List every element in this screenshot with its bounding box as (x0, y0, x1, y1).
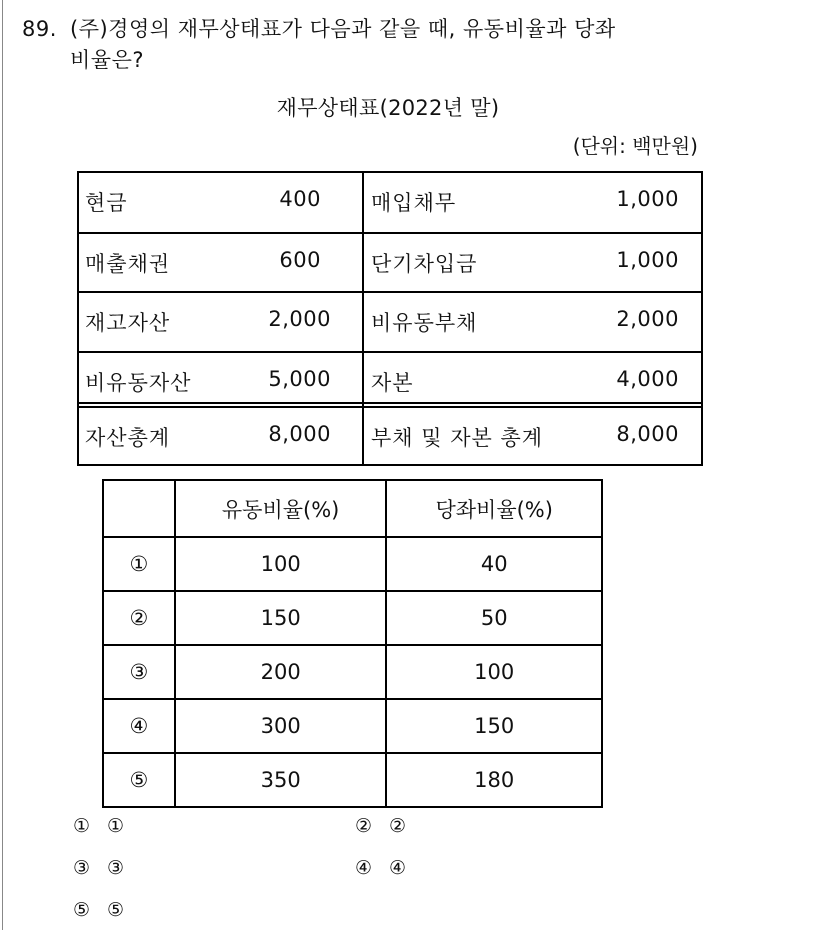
option-mark: ① (103, 537, 175, 591)
balance-sheet-row (79, 232, 701, 292)
balance-sheet-table (77, 171, 703, 466)
liability-label: 비유동부채 (371, 311, 478, 335)
choice-text: ④ (389, 857, 407, 879)
asset-total-label: 자산총계 (85, 426, 171, 450)
choice-text: ③ (107, 857, 125, 879)
asset-label: 재고자산 (85, 311, 171, 335)
option-current-ratio: 100 (175, 537, 387, 591)
option-current-ratio: 300 (175, 699, 387, 753)
liability-value: 1,000 (616, 248, 679, 272)
options-row (103, 645, 602, 699)
liability-value: 2,000 (616, 307, 679, 331)
liability-label: 자본 (371, 371, 414, 395)
liability-label: 매입채무 (371, 191, 457, 215)
choice-marker: ③ (73, 857, 91, 879)
balance-sheet-row (79, 173, 701, 231)
asset-total-value: 8,000 (268, 422, 331, 446)
option-quick-ratio: 50 (386, 591, 602, 645)
option-quick-ratio: 40 (386, 537, 602, 591)
question-text-1: (주)경영의 재무상태표가 다음과 같을 때, 유동비율과 당좌 (70, 17, 616, 41)
option-mark: ③ (103, 645, 175, 699)
balance-sheet-total-row (79, 402, 701, 466)
options-table (102, 479, 603, 808)
page-left-border (2, 0, 3, 930)
option-mark: ② (103, 591, 175, 645)
asset-value: 600 (279, 248, 321, 272)
option-current-ratio: 200 (175, 645, 387, 699)
option-current-ratio: 150 (175, 591, 387, 645)
choice-text: ⑤ (107, 899, 125, 921)
question-text-2: 비율은? (70, 48, 145, 72)
option-mark: ⑤ (103, 753, 175, 807)
liability-equity-total-value: 8,000 (616, 422, 679, 446)
answer-choice-3[interactable] (73, 857, 124, 879)
option-quick-ratio: 150 (386, 699, 602, 753)
answer-choice-1[interactable] (73, 815, 124, 837)
liability-equity-total-label: 부채 및 자본 총계 (371, 426, 544, 450)
options-header-blank (103, 480, 175, 537)
liability-value: 4,000 (616, 367, 679, 391)
asset-label: 매출채권 (85, 252, 171, 276)
option-current-ratio: 350 (175, 753, 387, 807)
asset-label: 비유동자산 (85, 371, 192, 395)
liability-label: 단기차입금 (371, 252, 478, 276)
answer-choice-2[interactable] (355, 815, 406, 837)
asset-label: 현금 (85, 191, 128, 215)
asset-value: 5,000 (268, 367, 331, 391)
question-number: 89. (22, 17, 57, 41)
choice-marker: ① (73, 815, 91, 837)
answer-choice-4[interactable] (355, 857, 406, 879)
answer-choice-5[interactable] (73, 899, 124, 921)
statement-unit: (단위: 백만원) (572, 134, 698, 158)
statement-title: 재무상태표(2022년 말) (276, 96, 500, 120)
balance-sheet-row (79, 291, 701, 351)
option-quick-ratio: 180 (386, 753, 602, 807)
question-line-1 (22, 14, 782, 45)
choice-marker: ⑤ (73, 899, 91, 921)
asset-value: 400 (279, 187, 321, 211)
asset-value: 2,000 (268, 307, 331, 331)
choice-marker: ② (355, 815, 373, 837)
options-header-row (103, 480, 602, 537)
options-row (103, 537, 602, 591)
choice-text: ② (389, 815, 407, 837)
liability-value: 1,000 (616, 187, 679, 211)
options-header-current-ratio: 유동비율(%) (175, 480, 387, 537)
options-header-quick-ratio: 당좌비율(%) (386, 480, 602, 537)
option-mark: ④ (103, 699, 175, 753)
options-row (103, 699, 602, 753)
options-row (103, 753, 602, 807)
question-stem (22, 14, 782, 76)
option-quick-ratio: 100 (386, 645, 602, 699)
choice-marker: ④ (355, 857, 373, 879)
options-row (103, 591, 602, 645)
choice-text: ① (107, 815, 125, 837)
